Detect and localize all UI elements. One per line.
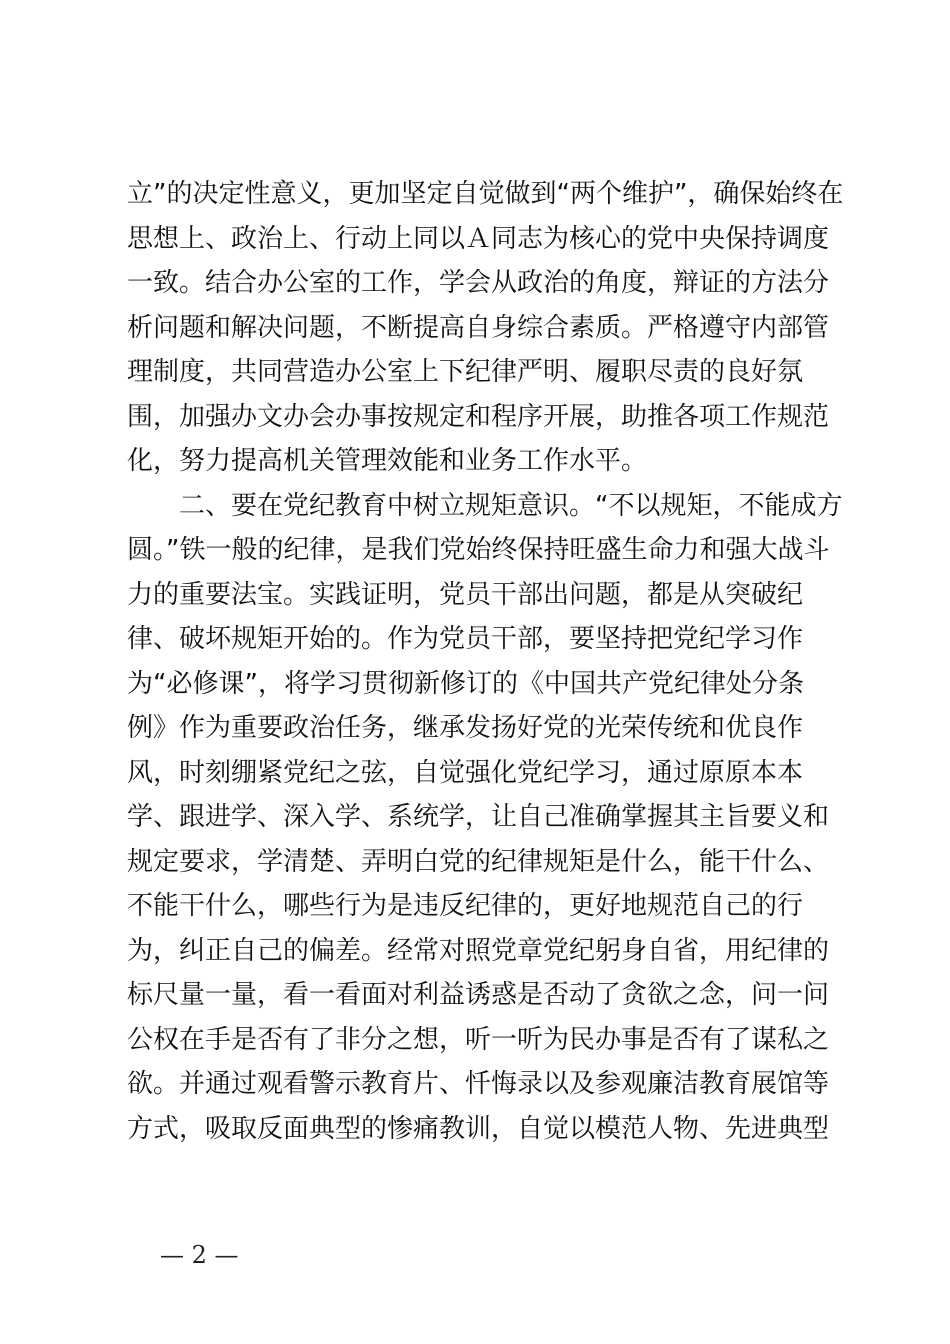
text-line: 力的重要法宝。实践证明，党员干部出问题，都是从突破纪 (127, 579, 804, 610)
text-line: 规定要求，学清楚、弄明白党的纪律规矩是什么，能干什么、 (127, 846, 830, 877)
text-line: 一致。结合办公室的工作，学会从政治的角度，辩证的方法分 (127, 268, 830, 298)
text-line: 公权在手是否有了非分之想，听一听为民办事是否有了谋私之 (127, 1024, 830, 1055)
text-line: 为，纠正自己的偏差。经常对照党章党纪躬身自省，用纪律的 (127, 935, 830, 966)
text-line: 圆。”铁一般的纪律，是我们党始终保持旺盛生命力和强大战斗 (127, 535, 830, 565)
text-line: 律、破坏规矩开始的。作为党员干部，要坚持把党纪学习作 (127, 624, 804, 654)
text-line: 风，时刻绷紧党纪之弦，自觉强化党纪学习，通过原原本本 (127, 757, 804, 788)
text-line: 立”的决定性意义，更加坚定自觉做到“两个维护”，确保始终在 (127, 179, 844, 209)
text-line: 围，加强办文办会办事按规定和程序开展，助推各项工作规范 (127, 401, 830, 432)
text-line: 方式，吸取反面典型的惨痛教训，自觉以模范人物、先进典型 (127, 1113, 830, 1144)
text-line: 二、要在党纪教育中树立规矩意识。“不以规矩，不能成方 (127, 490, 843, 521)
text-line: 理制度，共同营造办公室上下纪律严明、履职尽责的良好氛 (127, 357, 804, 387)
text-line: 为“必修课”，将学习贯彻新修订的《中国共产党纪律处分条 (127, 668, 804, 699)
page-number: — 2 — (160, 1241, 239, 1269)
text-line: 学、跟进学、深入学、系统学，让自己准确掌握其主旨要义和 (127, 802, 830, 832)
text-line: 欲。并通过观看警示教育片、忏悔录以及参观廉洁教育展馆等 (127, 1069, 830, 1099)
text-line: 不能干什么，哪些行为是违反纪律的，更好地规范自己的行 (127, 891, 804, 921)
text-line: 化，努力提高机关管理效能和业务工作水平。 (127, 446, 648, 476)
text-line: 例》作为重要政治任务，继承发扬好党的光荣传统和优良作 (127, 713, 804, 743)
text-line: 标尺量一量，看一看面对利益诱惑是否动了贪欲之念，问一问 (127, 980, 830, 1010)
text-line: 思想上、政治上、行动上同以Ａ同志为核心的党中央保持调度 (127, 223, 830, 254)
text-line: 析问题和解决问题，不断提高自身综合素质。严格遵守内部管 (127, 312, 830, 343)
body-text (127, 172, 847, 1151)
